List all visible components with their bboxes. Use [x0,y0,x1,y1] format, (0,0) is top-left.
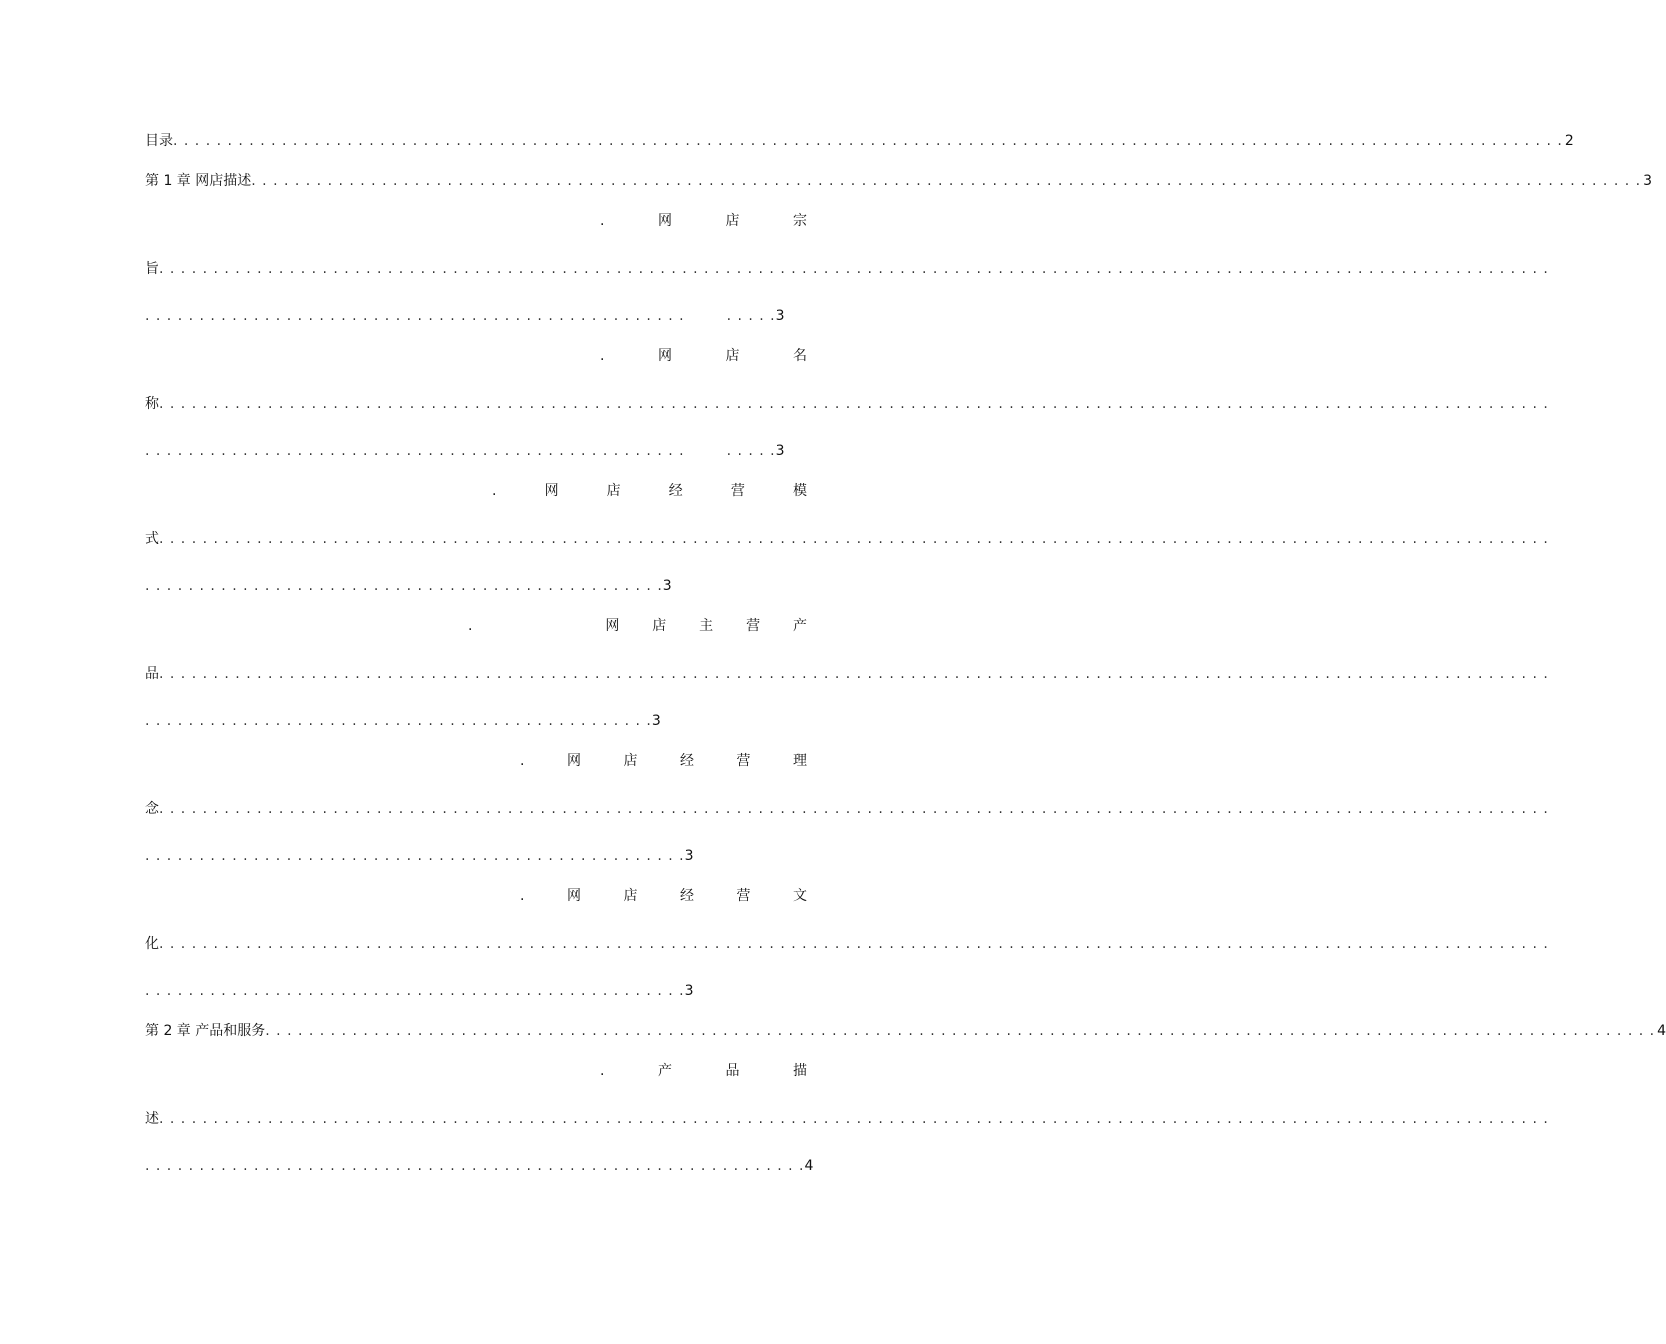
toc-entry-spread-heading [600,346,807,366]
heading-char: 宗 [793,213,807,229]
toc-leader-continuation: . . . . . . . . . . . . . . . . . . . . . . . . . . . . . . . . . . . . . . . . . . . . . . . .3 [145,578,672,594]
heading-char: . [492,483,497,499]
heading-char: 店 [652,618,667,634]
toc-page-number: 3 [684,983,694,999]
toc-page-number: 3 [662,578,672,594]
heading-char: 网 [566,888,581,904]
toc-leader-continuation: . . . . . . . . . . . . . . . . . . . . . . . . . . . . . . . . . . . . . . . . . . . . . . . . . .3 [145,983,694,999]
toc-leader-dots [265,1021,1655,1041]
heading-char: 品 [725,1063,740,1079]
heading-char: 网 [544,483,559,499]
heading-char: 店 [623,888,638,904]
toc-entry-title: 化 [145,936,159,952]
toc-entry-philosophy[interactable] [145,799,807,819]
toc-leader-dots [173,131,1563,151]
toc-entry-contents[interactable] [145,131,1574,151]
toc-leader-continuation: . . . . . . . . . . . . . . . . . . . . . . . . . . . . . . . . . . . . . . . . . . . . . . . . . . . . . . .3 [145,308,785,324]
toc-entry-title: 旨 [145,261,159,277]
heading-char: . [600,348,605,364]
toc-leader-dots [159,1109,1549,1129]
toc-entry-chapter-2[interactable] [145,1021,1666,1041]
heading-char: 经 [679,888,694,904]
toc-leader-dots [159,799,1549,819]
heading-char: 经 [668,483,683,499]
toc-entry-title: 品 [145,666,159,682]
heading-char: 文 [792,888,807,904]
toc-leader-dots [159,259,1549,279]
heading-char: 营 [736,888,751,904]
toc-entry-spread-heading [600,1061,807,1081]
heading-char: 营 [730,483,745,499]
toc-entry-title: 目录 [145,133,173,149]
toc-entry-chapter-1[interactable] [145,171,1652,191]
toc-entry-title: 述 [145,1111,159,1127]
toc-entry-title: 第 1 章 网店描述 [145,173,252,189]
heading-char: . [520,888,525,904]
toc-page-number: 3 [775,443,785,459]
toc-entry-name[interactable] [145,394,807,414]
heading-char: 产 [657,1063,672,1079]
toc-entry-spread-heading [520,886,807,906]
heading-char: 描 [793,1063,807,1079]
heading-char: 店 [725,348,740,364]
heading-char: 名 [793,348,807,364]
heading-char: 网 [566,753,581,769]
toc-entry-purpose[interactable] [145,259,807,279]
toc-leader-continuation: . . . . . . . . . . . . . . . . . . . . . . . . . . . . . . . . . . . . . . . . . . . . . . . . . .3 [145,848,694,864]
heading-char: . [520,753,525,769]
toc-entry-title: 念 [145,801,159,817]
toc-entry-main-products[interactable] [145,664,807,684]
toc-leader-dots [159,394,1549,414]
toc-leader-dots [251,171,1641,191]
toc-page-number: 4 [1657,1023,1666,1039]
toc-leader-continuation: . . . . . . . . . . . . . . . . . . . . . . . . . . . . . . . . . . . . . . . . . . . . . . .3 [145,713,661,729]
toc-page-number: 2 [1564,133,1574,149]
toc-leader-dots [159,934,1549,954]
toc-entry-spread-heading [520,751,807,771]
heading-char: . [468,618,473,634]
toc-page-number: 3 [775,308,785,324]
heading-char: 模 [793,483,807,499]
toc-entry-culture[interactable] [145,934,807,954]
toc-entry-spread-heading [492,481,807,501]
heading-char: 网 [657,213,672,229]
heading-char: 理 [792,753,807,769]
heading-char: . [600,1063,605,1079]
heading-char: 网 [657,348,672,364]
heading-char: 营 [746,618,761,634]
toc-leader-continuation: . . . . . . . . . . . . . . . . . . . . . . . . . . . . . . . . . . . . . . . . . . . . . . . . . . . . . . .3 [145,443,785,459]
heading-char: 主 [699,618,714,634]
toc-page-number: 3 [684,848,694,864]
toc-entry-title: 式 [145,531,159,547]
toc-entry-title: 第 2 章 产品和服务 [145,1023,266,1039]
toc-leader-dots [159,529,1549,549]
heading-char: 网 [605,618,620,634]
toc-page-number: 3 [1643,173,1652,189]
toc-entry-title: 称 [145,396,159,412]
heading-char: 营 [736,753,751,769]
toc-entry-spread-heading [468,616,807,636]
heading-char: 产 [792,618,807,634]
toc-leader-dots [159,664,1549,684]
toc-entry-product-description[interactable] [145,1109,807,1129]
heading-char: 店 [623,753,638,769]
toc-entry-business-model[interactable] [145,529,807,549]
toc-page-number: 3 [651,713,661,729]
heading-char: . [600,213,605,229]
toc-entry-spread-heading [600,211,807,231]
heading-char: 店 [725,213,740,229]
heading-char: 店 [606,483,621,499]
toc-leader-continuation: . . . . . . . . . . . . . . . . . . . . . . . . . . . . . . . . . . . . . . . . . . . . . . . . . . . . . . . . . . . . .4 [145,1158,814,1174]
heading-char: 经 [679,753,694,769]
toc-page-number: 4 [804,1158,814,1174]
